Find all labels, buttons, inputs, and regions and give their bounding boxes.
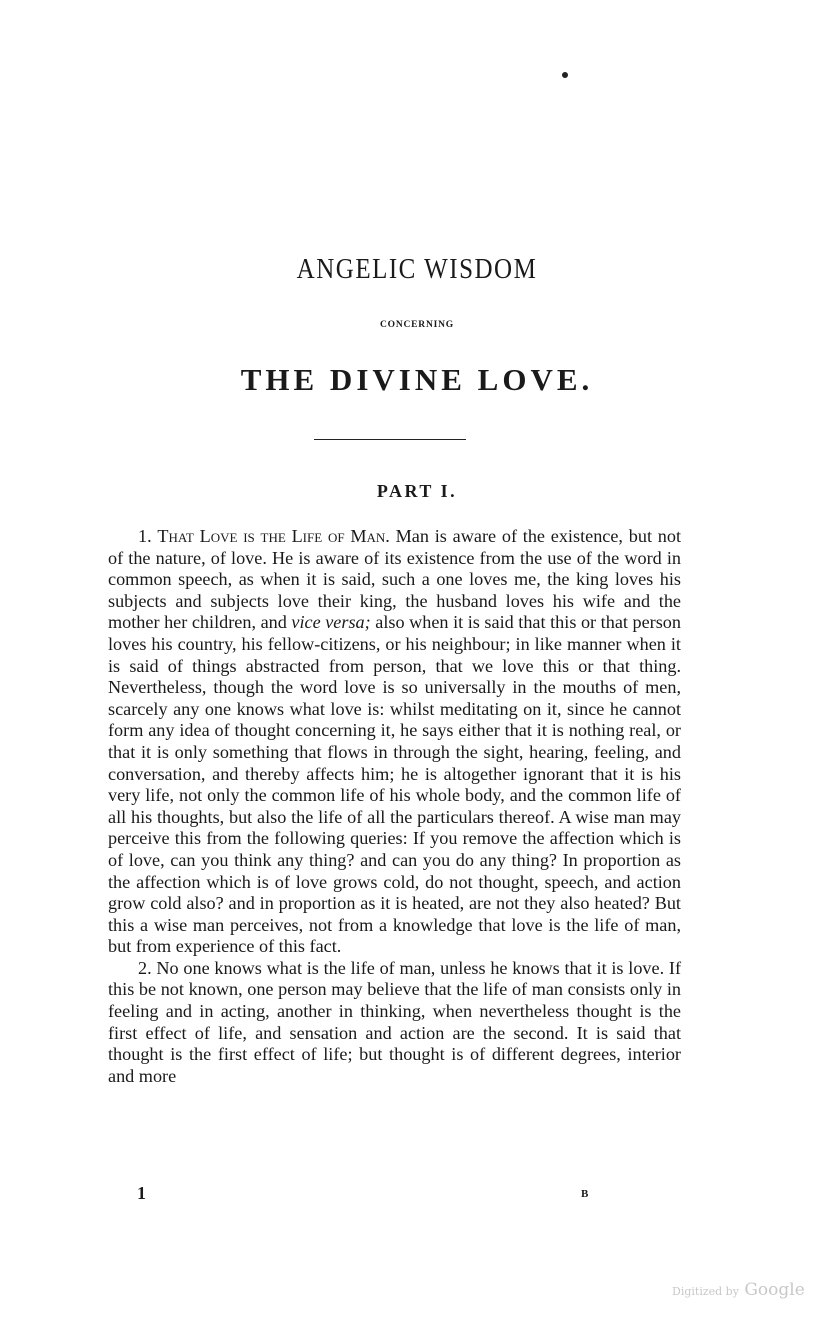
digitized-watermark <box>672 1280 805 1300</box>
paragraph-1 <box>108 526 681 958</box>
watermark-prefix: Digitized by <box>672 1285 739 1298</box>
paragraph-2 <box>108 958 681 1088</box>
signature-mark: B <box>581 1188 589 1200</box>
page-number: 1 <box>137 1183 146 1203</box>
title-divider <box>314 439 466 440</box>
watermark-brand: Google <box>744 1280 805 1300</box>
paragraph-text: Man is aware of the existence, but not of the nature, of love. He is aware of its existence from the use of the word in common speech, as when it is said, such a one loves me, the king loves his subjects and subjects love their king, the husband loves his wife and the mother her children, and <box>108 526 682 633</box>
paragraph-text: No one knows what is the life of man, unless he knows that it is love. If this be not known, one person may believe that the life of man consists only in feeling and in acting, another in thinking, when nevertheless thought is the first effect of life, and sensation and action are the second. It is said that thought is the first effect of life; but thought is of different degrees, interior and more <box>108 957 681 1086</box>
title-divine-love: THE DIVINE LOVE. <box>240 362 594 397</box>
title-angelic-wisdom: ANGELIC WISDOM <box>296 253 538 285</box>
italic-phrase: vice versa; <box>291 612 371 633</box>
section-heading: That Love is the Life of Man. <box>157 526 390 546</box>
body-text <box>108 526 681 1087</box>
paragraph-number: 2. <box>138 957 152 978</box>
ink-speck <box>562 72 568 78</box>
part-heading: PART I. <box>376 481 458 501</box>
paragraph-text: also when it is said that this or that person loves his country, his fellow-citizens, or his neighbour; in like manner when it is said of things abstracted from person, that we love this or that thing. Nevertheless, though the word love is so universally in the mouths of men, scarcely any one knows what love is: whilst meditating on it, since he cannot form any idea of thought concerning it, he says either that it is nothing real, or that it is only something that flows in through the sight, hearing, feeling, and conversation, and thereby affects him; he is altogether ignorant that it is his very life, not only the common life of his whole body, and the common life of all his thoughts, but also the life of all the particulars thereof. A wise man may perceive this from the following queries: If you remove the affection which is of love, can you think any thing? and can you do any thing? In proportion as the affection which is of love grows cold, do not thought, speech, and action grow cold also? and in proportion as it is heated, are not they also heated? But this a wise man perceives, not from a knowledge that love is the life of man, but from experience of this fact. <box>108 612 681 957</box>
paragraph-number: 1. <box>138 526 152 546</box>
title-connector: CONCERNING <box>380 320 454 330</box>
